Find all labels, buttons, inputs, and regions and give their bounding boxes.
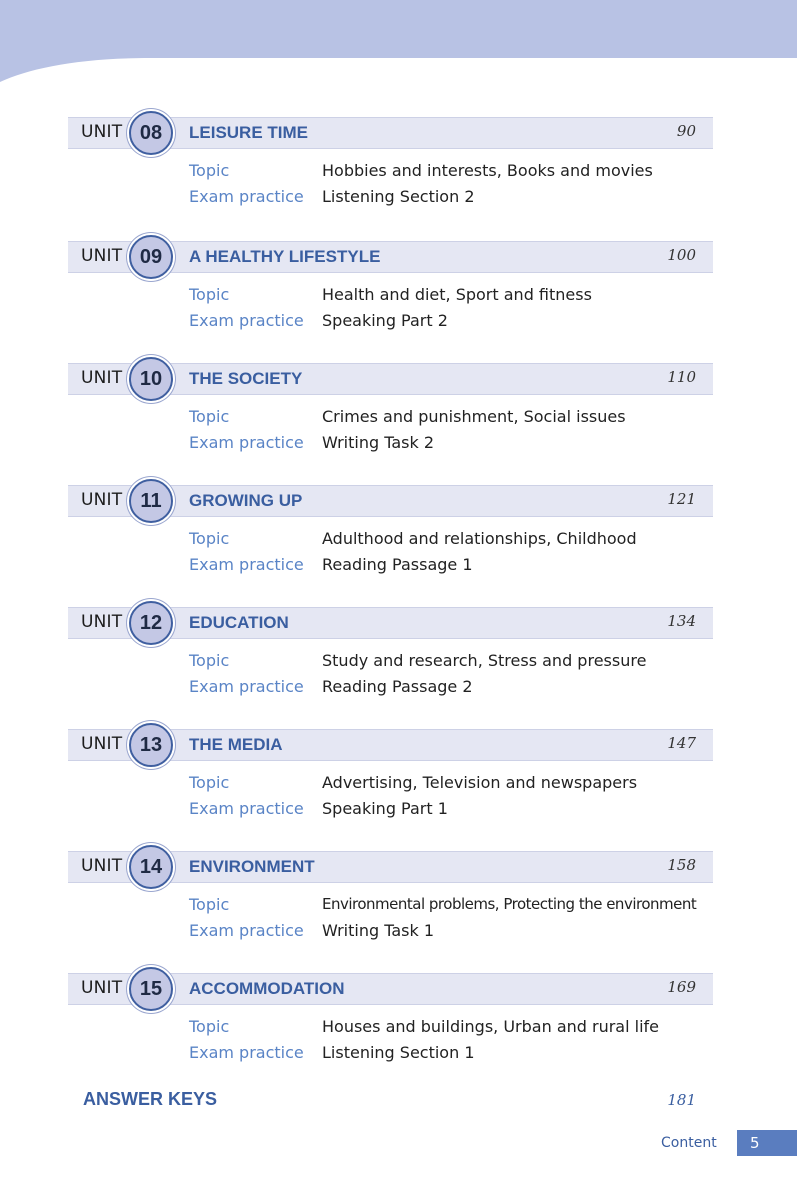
topic-value: Houses and buildings, Urban and rural life [322,1017,660,1036]
unit-title: THE SOCIETY [189,369,303,388]
unit-title: GROWING UP [189,491,303,510]
unit-number-badge [129,723,173,767]
unit-number: 14 [139,855,163,878]
unit-number: 15 [139,977,163,1000]
unit-number-badge [129,111,173,155]
topic-label: Topic [189,285,230,304]
unit-entry [0,729,797,854]
unit-entry [0,851,797,976]
unit-entry [0,485,797,610]
unit-entry [0,117,797,242]
topic-label: Topic [189,161,230,180]
exam-practice-value: Reading Passage 1 [322,555,473,574]
unit-label: UNIT [81,978,123,998]
unit-entry [0,363,797,488]
unit-number: 08 [139,121,163,144]
exam-practice-value: Reading Passage 2 [322,677,473,696]
unit-page-number: 169 [667,978,696,996]
exam-practice-label: Exam practice [189,187,304,206]
unit-title: EDUCATION [189,613,289,632]
exam-practice-label: Exam practice [189,677,304,696]
unit-number: 13 [139,733,163,756]
unit-page-number: 90 [676,122,696,140]
exam-practice-value: Speaking Part 1 [322,799,448,818]
unit-label: UNIT [81,734,123,754]
footer-section-label: Content [661,1135,717,1151]
unit-page-number: 110 [667,368,696,386]
unit-number-badge [129,845,173,889]
unit-number: 12 [139,611,163,634]
footer-page-badge [737,1130,797,1156]
unit-number-badge [129,967,173,1011]
exam-practice-value: Listening Section 2 [322,187,475,206]
answer-keys-title: ANSWER KEYS [83,1089,218,1109]
unit-number: 09 [139,245,163,268]
topic-value: Adulthood and relationships, Childhood [322,529,637,548]
footer-page-number: 5 [750,1134,760,1152]
unit-page-number: 134 [667,612,696,630]
unit-page-number: 158 [667,856,696,874]
unit-label: UNIT [81,856,123,876]
topic-label: Topic [189,773,230,792]
exam-practice-label: Exam practice [189,921,304,940]
unit-title: LEISURE TIME [189,123,309,142]
topic-label: Topic [189,407,230,426]
topic-value: Environmental problems, Protecting the environment [322,895,697,913]
unit-page-number: 121 [667,490,696,508]
unit-entry [0,607,797,732]
topic-value: Health and diet, Sport and fitness [322,285,592,304]
exam-practice-label: Exam practice [189,1043,304,1062]
unit-label: UNIT [81,612,123,632]
exam-practice-label: Exam practice [189,311,304,330]
unit-number-badge [129,235,173,279]
topic-value: Hobbies and interests, Books and movies [322,161,653,180]
unit-title: ENVIRONMENT [189,857,315,876]
exam-practice-value: Writing Task 2 [322,433,435,452]
topic-label: Topic [189,895,230,914]
unit-label: UNIT [81,490,123,510]
unit-label: UNIT [81,368,123,388]
topic-label: Topic [189,651,230,670]
exam-practice-label: Exam practice [189,433,304,452]
topic-value: Crimes and punishment, Social issues [322,407,626,426]
unit-entry [0,973,797,1098]
answer-keys-page-number: 181 [667,1091,696,1109]
unit-number-badge [129,601,173,645]
unit-label: UNIT [81,246,123,266]
unit-number: 11 [140,489,162,512]
unit-page-number: 100 [667,246,696,264]
exam-practice-value: Listening Section 1 [322,1043,475,1062]
unit-title: THE MEDIA [189,735,283,754]
unit-number-badge [129,479,173,523]
exam-practice-label: Exam practice [189,799,304,818]
topic-value: Advertising, Television and newspapers [322,773,638,792]
unit-page-number: 147 [667,734,696,752]
topic-label: Topic [189,1017,230,1036]
unit-number-badge [129,357,173,401]
topic-label: Topic [189,529,230,548]
exam-practice-label: Exam practice [189,555,304,574]
topic-value: Study and research, Stress and pressure [322,651,647,670]
exam-practice-value: Writing Task 1 [322,921,435,940]
unit-entry [0,241,797,366]
unit-title: A HEALTHY LIFESTYLE [189,247,381,266]
exam-practice-value: Speaking Part 2 [322,311,448,330]
unit-label: UNIT [81,122,123,142]
header-wave-decoration [0,0,797,90]
unit-number: 10 [139,367,163,390]
unit-title: ACCOMMODATION [189,979,345,998]
